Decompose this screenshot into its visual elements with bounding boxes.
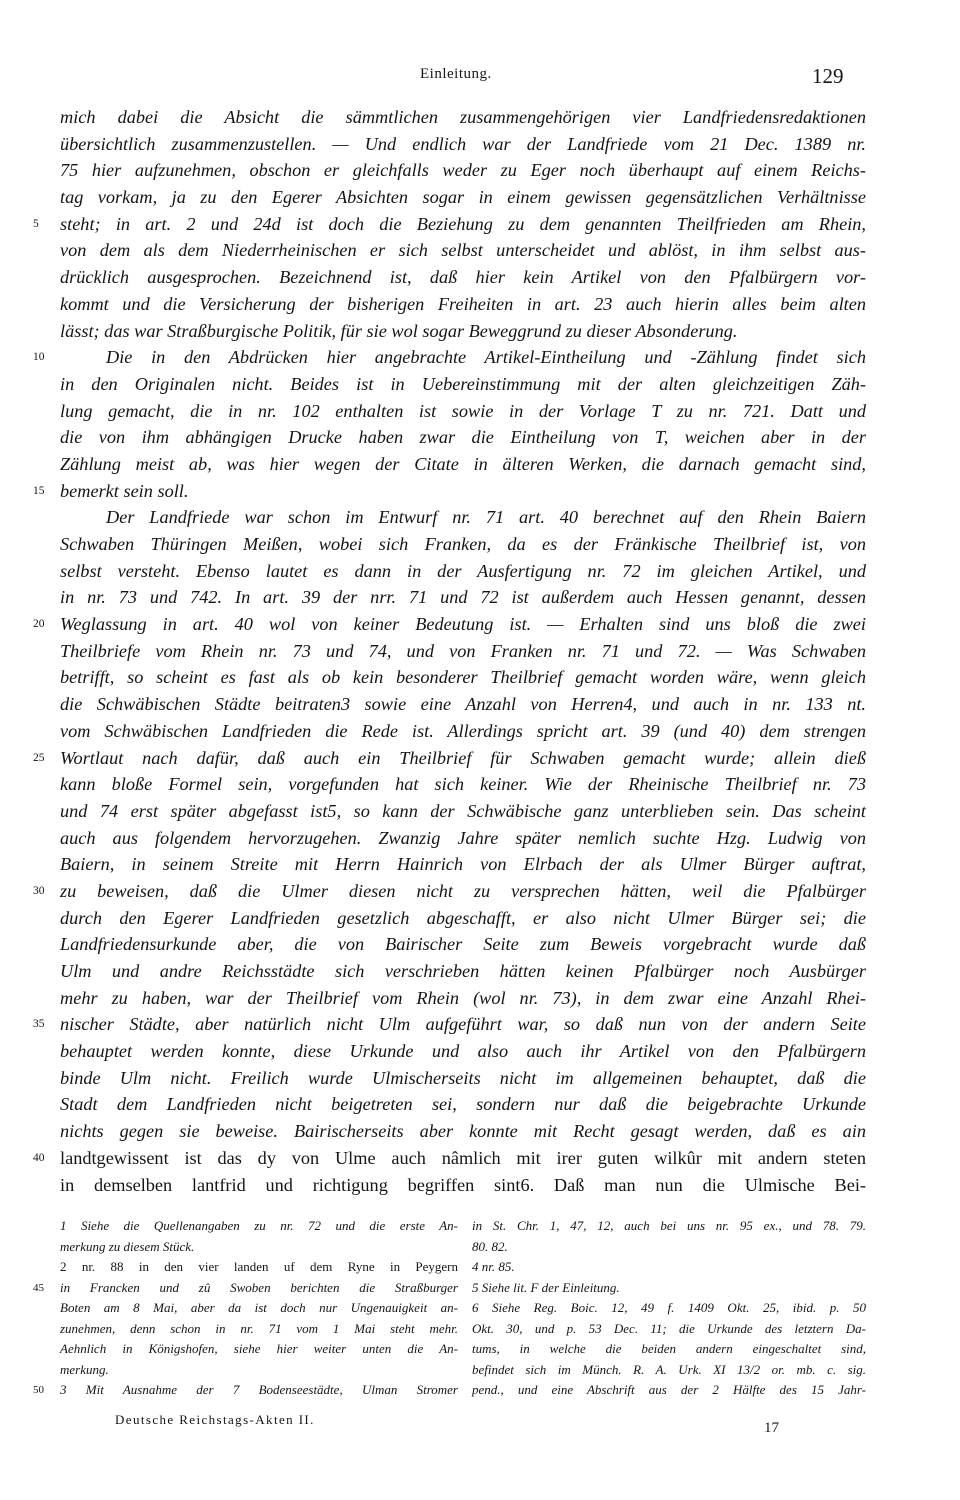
line-text: 3 Mit Ausnahme der 7 Bodenseestädte, Ulman Stromer: [60, 1382, 458, 1397]
text-line: [60, 825, 866, 852]
line-text: steht; in art. 2 und 24d ist doch die Beziehung zu dem genannten Theilfrieden am Rhein,: [60, 213, 866, 234]
text-line: [33, 611, 866, 638]
text-line: [33, 745, 866, 772]
line-text: 5 Siehe lit. F der Einleitung.: [472, 1279, 620, 1295]
text-line: [60, 905, 866, 932]
line-text: von dem als dem Niederrheinischen er sich selbst unterscheidet und ablöst, in ihm selbst aus-: [60, 240, 866, 261]
line-text: die von ihm abhängigen Drucke haben zwar die Eintheilung von T, weichen aber in der: [60, 427, 866, 448]
footnote-line: [472, 1216, 866, 1237]
text-line: [60, 131, 866, 158]
text-line: [33, 344, 866, 371]
line-text: 4 nr. 85.: [472, 1259, 515, 1274]
text-line: [60, 558, 866, 585]
footnote-line: [472, 1298, 866, 1319]
line-text: kann bloße Formel sein, vorgefunden hat sich keiner. Wie der Rheinische Theilbrief nr. 73: [60, 774, 866, 795]
line-text: merkung.: [60, 1361, 109, 1377]
running-title: Einleitung.: [420, 66, 492, 82]
line-text: und 74 erst später abgefasst ist5, so kann der Schwäbische ganz unterblieben sein. Das scheint: [60, 800, 866, 821]
line-number: 10: [33, 351, 45, 364]
line-text: vom Schwäbischen Landfrieden die Rede ist. Allerdings spricht art. 39 (und 40) dem strengen: [60, 720, 866, 741]
text-line: [60, 104, 866, 131]
footnotes: [33, 1216, 866, 1416]
line-text: in nr. 73 und 742. In art. 39 der nrr. 71 und 72 ist außerdem auch Hessen genannt, dessen: [60, 587, 866, 608]
line-text: Stadt dem Landfrieden nicht beigetreten sei, sondern nur daß die beigebrachte Urkunde: [60, 1094, 866, 1115]
line-text: die Schwäbischen Städte beitraten3 sowie eine Anzahl von Herren4, und auch in nr. 133 nt.: [60, 694, 866, 715]
text-line: [60, 718, 866, 745]
text-line: [60, 184, 866, 211]
line-text: Der Landfriede war schon im Entwurf nr. 71 art. 40 berechnet auf den Rhein Baiern: [106, 507, 866, 528]
line-text: in den Originalen nicht. Beides ist in Uebereinstimmung mit der alten gleichzeitigen Zäh-: [60, 373, 866, 394]
text-line: [60, 237, 866, 264]
text-line: [60, 531, 866, 558]
text-line: [33, 211, 866, 238]
line-text: Aehnlich in Königshofen, siehe hier weiter unten die An-: [60, 1341, 458, 1356]
line-text: Landfriedensurkunde aber, die von Bairischer Seite zum Beweis vorgebracht wurde daß: [60, 934, 866, 955]
text-line: [33, 878, 866, 905]
text-line: [60, 318, 866, 345]
footnote-line: [472, 1360, 866, 1381]
line-text: binde Ulm nicht. Freilich wurde Ulmischerseits nicht im allgemeinen behauptet, daß die: [60, 1067, 866, 1088]
footnote-line: [472, 1237, 866, 1258]
line-number: 40: [33, 1151, 45, 1164]
text-line: [60, 1172, 866, 1199]
line-text: in Francken und zû Swoben berichten die Straßburger: [60, 1279, 458, 1295]
line-number: 25: [33, 751, 45, 764]
line-number: 20: [33, 618, 45, 631]
line-text: 2 nr. 88 in den vier landen uf dem Ryne in Peygern: [60, 1259, 458, 1274]
line-text: befindet sich im Münch. R. A. Urk. XI 13/2 or. mb. c. sig.: [472, 1361, 866, 1377]
text-line: [60, 424, 866, 451]
text-line: [60, 771, 866, 798]
line-text: in St. Chr. 1, 47, 12, auch bei uns nr. 95 ex., und 78. 79.: [472, 1218, 866, 1233]
line-text: auch aus folgendem hervorzugehen. Zwanzig Jahre später nemlich suchte Hzg. Ludwig von: [60, 827, 866, 848]
line-text: Boten am 8 Mai, aber da ist doch nur Ungenauigkeit an-: [60, 1300, 458, 1315]
footnote-line: [472, 1319, 866, 1340]
text-line: [60, 398, 866, 425]
line-number: 30: [33, 884, 45, 897]
footnotes-right-column: [472, 1216, 866, 1401]
line-text: merkung zu diesem Stück.: [60, 1238, 195, 1254]
line-number: 45: [33, 1281, 44, 1294]
line-text: kommt und die Versicherung der bisherigen Freiheiten in art. 23 auch hierin alles beim alten: [60, 293, 866, 314]
text-line: [60, 985, 866, 1012]
line-number: 5: [33, 217, 39, 230]
page-footer: [0, 1412, 960, 1452]
text-line: [60, 851, 866, 878]
main-text-block: [33, 104, 866, 1198]
line-text: mich dabei die Absicht die sämmtlichen zusammengehörigen vier Landfriedensredaktionen: [60, 107, 866, 127]
text-line: [60, 1038, 866, 1065]
line-text: bemerkt sein soll.: [60, 480, 189, 501]
text-line: [60, 451, 866, 478]
line-text: Wortlaut nach dafür, daß auch ein Theilbrief für Schwaben gemacht wurde; allein dieß: [60, 747, 866, 768]
line-text: Zählung meist ab, was hier wegen der Citate in älteren Werken, die darnach gemacht sind,: [60, 453, 866, 474]
line-text: pend., und eine Abschrift aus der 2 Hälfte des 15 Jahr-: [472, 1382, 866, 1397]
line-text: landtgewissent ist das dy von Ulme auch nâmlich mit irer guten wilkûr mit andern steten: [60, 1147, 866, 1168]
text-line: [33, 1011, 866, 1038]
text-line: [33, 1145, 866, 1172]
footnote-line: [472, 1278, 866, 1299]
signature-mark: Deutsche Reichstags-Akten II.: [115, 1412, 315, 1427]
footnotes-left-column: [33, 1216, 458, 1401]
text-line: [60, 1118, 866, 1145]
footnote-line: [472, 1339, 866, 1360]
line-text: Die in den Abdrücken hier angebrachte Artikel-Eintheilung und -Zählung findet sich: [106, 347, 866, 368]
line-text: lässt; das war Straßburgische Politik, für sie wol sogar Beweggrund zu dieser Absonderung.: [60, 320, 738, 341]
footnote-line: [60, 1339, 458, 1360]
line-text: übersichtlich zusammenzustellen. — Und endlich war der Landfriede vom 21 Dec. 1389 nr.: [60, 133, 866, 154]
line-text: drücklich ausgesprochen. Bezeichnend ist, daß hier kein Artikel von den Pfalbürgern vor-: [60, 267, 866, 288]
text-line: [60, 291, 866, 318]
text-line: [33, 478, 866, 505]
page-number: 129: [812, 64, 844, 88]
line-number: 50: [33, 1384, 44, 1396]
line-text: Okt. 30, und p. 53 Dec. 11; die Urkunde des letztern Da-: [472, 1320, 866, 1336]
page-header: [0, 64, 960, 94]
text-line: [60, 371, 866, 398]
footnote-line: [60, 1319, 458, 1340]
line-text: Baiern, in seinem Streite mit Herrn Hainrich von Elrbach der als Ulmer Bürger auftrat,: [60, 854, 866, 875]
footnote-line: [60, 1298, 458, 1319]
line-text: behauptet werden konnte, diese Urkunde und also auch ihr Artikel von den Pfalbürgern: [60, 1041, 866, 1062]
text-line: [60, 798, 866, 825]
text-line: [60, 691, 866, 718]
text-line: [60, 931, 866, 958]
text-line: [60, 1065, 866, 1092]
text-line: [60, 584, 866, 611]
line-text: zunehmen, denn schon in nr. 71 vom 1 Mai steht mehr.: [60, 1320, 458, 1336]
text-line: [60, 504, 866, 531]
line-text: tag vorkam, ja zu den Egerer Absichten sogar in einem gewissen gegensätzlichen Verhältnisse: [60, 187, 866, 208]
signature-number: 17: [764, 1420, 779, 1436]
line-text: 75 hier aufzunehmen, obschon er gleichfalls weder zu Eger noch überhaupt auf einem Reichs-: [60, 160, 866, 181]
footnote-line: [60, 1360, 458, 1381]
text-line: [60, 264, 866, 291]
line-text: selbst versteht. Ebenso lautet es dann in der Ausfertigung nr. 72 im gleichen Artikel, und: [60, 560, 866, 581]
line-text: nichts gegen sie beweise. Bairischerseits aber konnte mit Recht gesagt werden, daß es ain: [60, 1121, 866, 1142]
line-text: betrifft, so scheint es fast als ob kein besonderer Theilbrief gemacht worden wäre, wenn gleich: [60, 667, 866, 688]
footnote-line: [472, 1257, 866, 1278]
line-text: mehr zu haben, war der Theilbrief vom Rhein (wol nr. 73), in dem zwar eine Anzahl Rhei-: [60, 987, 866, 1008]
footnote-line: [33, 1278, 458, 1299]
footnote-line: [472, 1380, 866, 1401]
text-line: [60, 638, 866, 665]
line-number: 35: [33, 1018, 45, 1031]
text-line: [60, 664, 866, 691]
line-text: Weglassung in art. 40 wol von keiner Bedeutung ist. — Erhalten sind uns bloß die zwei: [60, 614, 866, 635]
line-text: tums, in welche die beiden andern eingeschaltet sind,: [472, 1341, 866, 1356]
text-line: [60, 958, 866, 985]
line-text: Theilbriefe vom Rhein nr. 73 und 74, und von Franken nr. 71 und 72. — Was Schwaben: [60, 640, 866, 661]
footnote-line: [60, 1257, 458, 1278]
line-text: Ulm und andre Reichsstädte sich verschrieben hätten keinen Pfalbürger noch Ausbürger: [60, 961, 866, 981]
line-text: zu beweisen, daß die Ulmer diesen nicht zu versprechen hätten, weil die Pfalbürger: [60, 880, 866, 901]
line-text: Schwaben Thüringen Meißen, wobei sich Franken, da es der Fränkische Theilbrief ist, von: [60, 534, 866, 554]
footnote-line: [60, 1237, 458, 1258]
line-text: lung gemacht, die in nr. 102 enthalten ist sowie in der Vorlage T zu nr. 721. Datt und: [60, 400, 866, 421]
text-line: [60, 157, 866, 184]
line-number: 15: [33, 484, 45, 497]
footnote-line: [33, 1380, 458, 1401]
line-text: durch den Egerer Landfrieden gesetzlich abgeschafft, er also nicht Ulmer Bürger sei; die: [60, 907, 866, 928]
line-text: 6 Siehe Reg. Boic. 12, 49 f. 1409 Okt. 25, ibid. p. 50: [472, 1300, 866, 1315]
line-text: in demselben lantfrid und richtigung begriffen sint6. Daß man nun die Ulmische Bei-: [60, 1174, 866, 1195]
footnote-line: [60, 1216, 458, 1237]
line-text: nischer Städte, aber natürlich nicht Ulm aufgeführt war, so daß nun von der andern Seite: [60, 1014, 866, 1035]
text-line: [60, 1091, 866, 1118]
line-text: 1 Siehe die Quellenangaben zu nr. 72 und die erste An-: [60, 1218, 458, 1233]
line-text: 80. 82.: [472, 1238, 508, 1254]
